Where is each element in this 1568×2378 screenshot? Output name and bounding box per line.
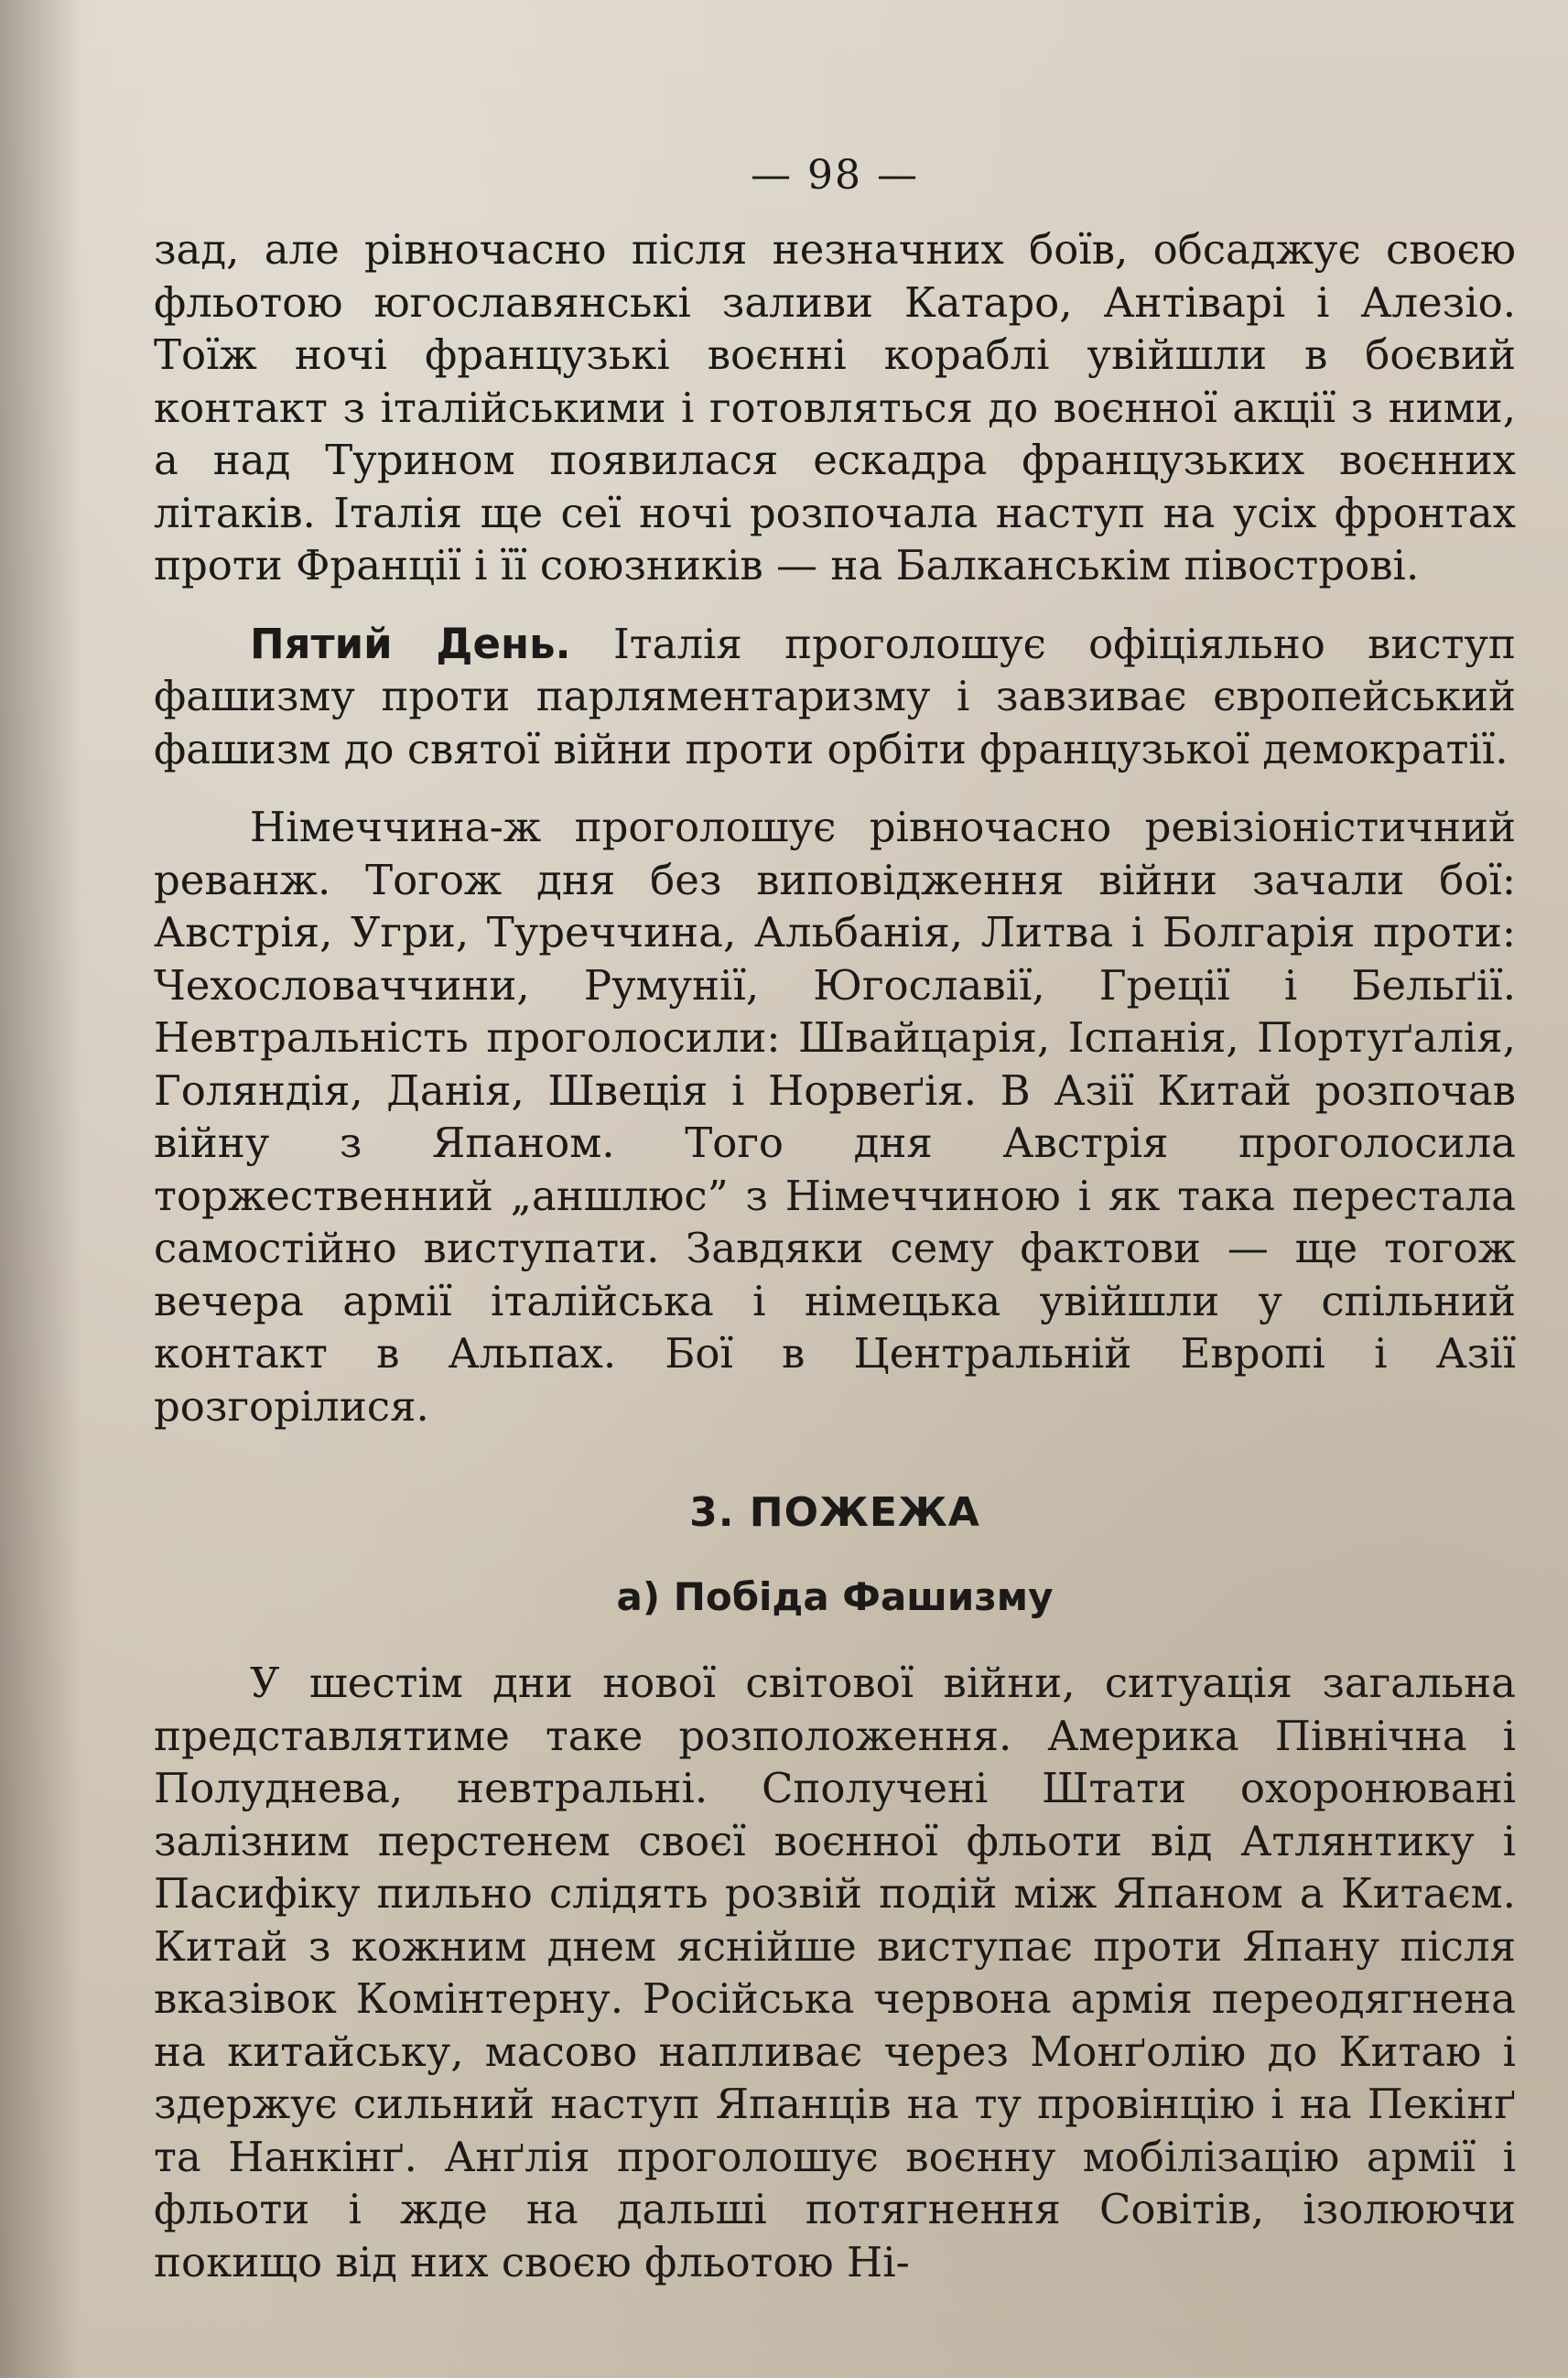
paragraph-fifth-day	[154, 618, 1516, 776]
paragraph-sixth-day: У шестім дни нової світової війни, ситуація загальна представлятиме таке розположення. Америка Північна і Полуднева, невтральні. Сполучені Штати охоронювані залізним перстенем своєї воєнної фльоти від Атлянтику і Пасифіку пильно слідять розвій подій між Япаном а Китаєм. Китай з кожним днем яснійше виступає проти Япану після вказівок Комінтерну. Російська червона армія переодягнена на китайську, масово напливає через Монґолію до Китаю і здержує сильний наступ Япанців на ту провінцію і на Пекінґ та Нанкінґ. Анґлія проголошує воєнну мобілізацію армії і фльоти і жде на дальші потягнення Совітів, ізолюючи покищо від них своєю фльотою Ні-	[154, 1659, 1516, 2286]
fifth-day-text: Італія проголошує офіціяльно виступ фашизму проти парляментаризму і завзиває європейський фашизм до святої війни проти орбіти французької демократії.	[154, 619, 1516, 773]
page-number: — 98 —	[751, 152, 919, 199]
fifth-day-lead: Пятий День.	[250, 619, 571, 668]
paragraph-opening: зад, але рівночасно після незначних боїв, обсаджує своєю фльотою югославянські заливи Катаро, Антіварі і Алезіо. Тоїж ночі французькі воєнні кораблі увійшли в боєвий контакт з італійськими і готовляться до воєнної акції з ними, а над Турином появилася ескадра французьких воєнних літаків. Італія ще сеї ночі розпочала наступ на усіх фронтах проти Франції і її союзників — на Балканськім півострові.	[154, 225, 1516, 589]
paragraph-germany: Німеччина-ж проголошує рівночасно ревізіоністичний реванж. Тогож дня без виповідження війни зачали бої: Австрія, Угри, Туреччина, Альбанія, Литва і Болгарія проти: Чехословаччини, Румунії, Югославії, Греції і Бельґії. Невтральність проголосили: Швайцарія, Іспанія, Портуґалія, Голяндія, Данія, Швеція і Норвеґія. В Азії Китай розпочав війну з Япаном. Того дня Австрія проголосила торжественний „аншлюс” з Німеччиною і як така перестала самостійно виступати. Завдяки сему фактови — ще тогож вечера армії італійська і німецька увійшли у спільний контакт в Альпах. Бої в Центральній Европі і Азії розгорілися.	[154, 803, 1516, 1431]
subsection-title: а) Побіда Фашизму	[616, 1573, 1054, 1619]
section-title: 3. ПОЖЕЖА	[689, 1489, 980, 1536]
page-content	[154, 152, 1516, 2288]
